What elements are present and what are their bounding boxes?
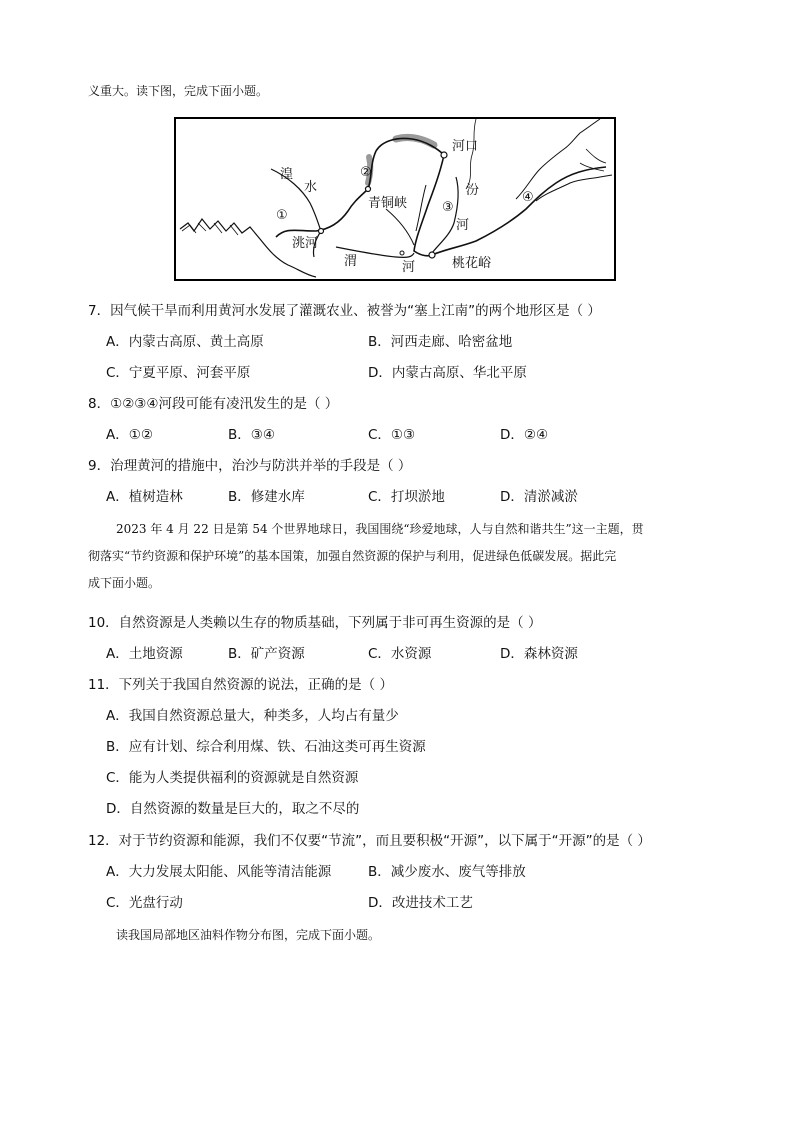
marker-3: ③ — [442, 200, 454, 215]
label-huang: 湟 — [280, 167, 294, 182]
q8-option-d: D．②④ — [500, 427, 549, 443]
q9-option-b: B．修建水库 — [228, 489, 305, 505]
q11-option-a: A．我国自然资源总量大，种类多，人均占有量少 — [106, 708, 399, 724]
coastline-north — [516, 119, 600, 199]
q7-option-b: B．河西走廊、哈密盆地 — [368, 334, 513, 350]
coastline-east — [536, 175, 612, 201]
marker-1: ① — [276, 208, 288, 223]
q12-option-c: C．光盘行动 — [106, 895, 183, 911]
inland-boundary-line — [466, 119, 476, 189]
q8-option-b: B．③④ — [228, 427, 275, 443]
q12-stem: 12．对于节约资源和能源，我们不仅要“节流”，而且要积极“开源”，以下属于“开源”的是（ ） — [88, 833, 651, 849]
q9-stem: 9．治理黄河的措施中，治沙与防洪并举的手段是（ ） — [88, 458, 412, 474]
q12-option-b: B．减少废水、废气等排放 — [368, 864, 526, 880]
q11-stem: 11．下列关于我国自然资源的说法，正确的是（ ） — [88, 677, 393, 693]
passage3-text: 读我国局部地区油料作物分布图，完成下面小题。 — [116, 928, 381, 942]
taohuayu-dot — [429, 252, 435, 258]
q10-option-d: D．森林资源 — [500, 646, 578, 662]
label-shui: 水 — [304, 180, 318, 195]
yellow-river-map-drawing — [176, 119, 614, 279]
q9-option-a: A．植树造林 — [106, 489, 183, 505]
q11-option-b: B．应有计划、综合利用煤、铁、石油这类可再生资源 — [106, 739, 426, 755]
label-hekou: 河口 — [452, 139, 479, 154]
segment-2-dot — [366, 187, 371, 192]
q9-option-d: D．清淤减淤 — [500, 489, 578, 505]
lanzhou-dot — [319, 229, 324, 234]
label-taohe: 洮河 — [292, 236, 319, 251]
passage2-line2: 彻落实“节约资源和保护环境”的基本国策，加强自然资源的保护与利用，促进绿色低碳发展。据此完 — [88, 549, 617, 563]
intro-tail-text: 义重大。读下图，完成下面小题。 — [88, 84, 269, 98]
label-fen: 汾 — [466, 183, 480, 198]
q7-option-d: D．内蒙古高原、华北平原 — [368, 365, 527, 381]
q10-option-a: A．土地资源 — [106, 646, 183, 662]
city-dot — [400, 251, 404, 255]
q8-option-c: C．①③ — [368, 427, 416, 443]
fen-river-line — [432, 177, 458, 253]
q10-option-c: C．水资源 — [368, 646, 432, 662]
label-qingtongxia: 青铜峡 — [368, 196, 408, 211]
q8-option-a: A．①② — [106, 427, 153, 443]
label-taohuayu: 桃花峪 — [452, 256, 492, 271]
hekou-dot — [441, 152, 447, 158]
q10-stem: 10．自然资源是人类赖以生存的物质基础，下列属于非可再生资源的是（ ） — [88, 615, 542, 631]
q9-option-c: C．打坝淤地 — [368, 489, 445, 505]
q7-stem: 7．因气候干旱而利用黄河水发展了灌溉农业、被誉为“塞上江南”的两个地形区是（ ） — [88, 303, 601, 319]
q7-option-a: A．内蒙古高原、黄土高原 — [106, 334, 264, 350]
marker-2: ② — [360, 165, 372, 180]
marker-4: ④ — [522, 190, 534, 205]
label-fen-he: 河 — [456, 218, 470, 233]
q8-stem: 8．①②③④河段可能有凌汛发生的是（ ） — [88, 396, 339, 412]
q12-option-a: A．大力发展太阳能、风能等清洁能源 — [106, 864, 332, 880]
q12-option-d: D．改进技术工艺 — [368, 895, 473, 911]
q11-option-c: C．能为人类提供福利的资源就是自然资源 — [106, 770, 359, 786]
passage2-line1: 2023 年 4 月 22 日是第 54 个世界地球日，我国围绕“珍爱地球，人与自然和谐共生”这一主题，贯 — [116, 522, 644, 536]
label-wei-he: 河 — [402, 260, 416, 275]
passage2-line3: 成下面小题。 — [88, 576, 161, 590]
yellow-river-map — [174, 117, 616, 281]
tributary-line-1 — [386, 209, 414, 245]
q11-option-d: D．自然资源的数量是巨大的，取之不尽的 — [106, 801, 360, 817]
q7-option-c: C．宁夏平原、河套平原 — [106, 365, 251, 381]
label-wei: 渭 — [344, 254, 358, 269]
q10-option-b: B．矿产资源 — [228, 646, 305, 662]
